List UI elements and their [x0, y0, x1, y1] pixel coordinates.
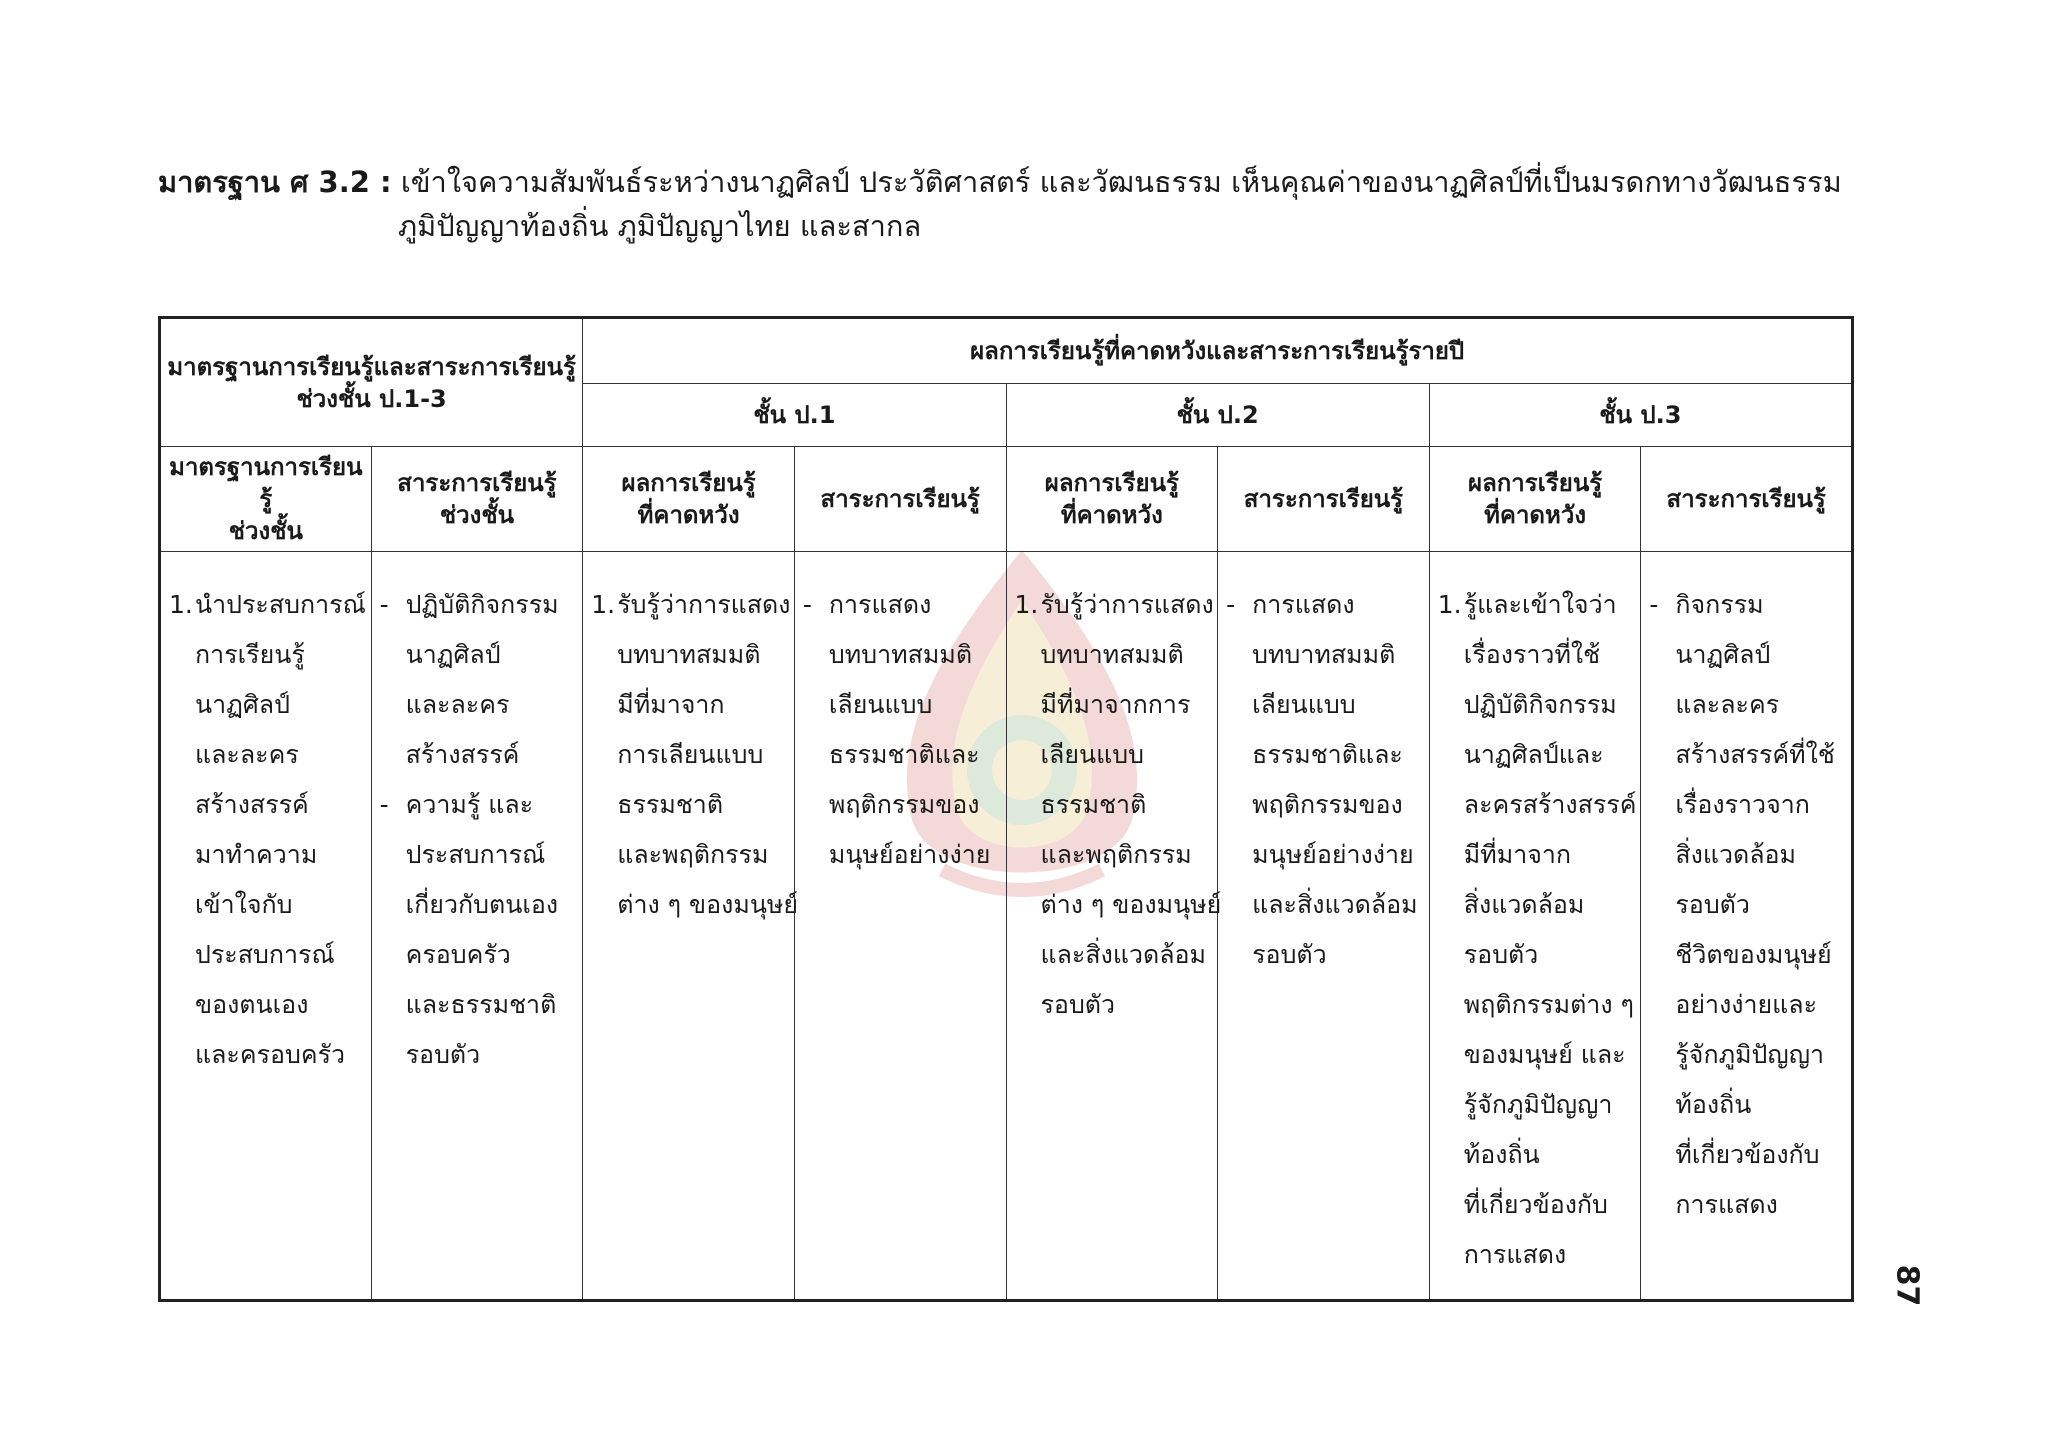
subheader-range-content: สาระการเรียนรู้ ช่วงชั้น [371, 447, 583, 552]
curriculum-table [158, 316, 1854, 1302]
cell-p2-content: - การแสดง บทบาทสมมติ เลียนแบบ ธรรมชาติและ พฤติกรรมของ มนุษย์อย่างง่าย และสิ่งแวดล้อม รอบตัว [1218, 552, 1430, 1301]
range-header: มาตรฐานการเรียนรู้และสาระการเรียนรู้ ช่วงชั้น ป.1-3 [160, 318, 583, 447]
subheader-p1-content: สาระการเรียนรู้ [794, 447, 1006, 552]
cell-range-standard: 1. นำประสบการณ์ การเรียนรู้ นาฏศิลป์ และละคร สร้างสรรค์ มาทำความ เข้าใจกับ ประสบการณ์ ของตนเอง และครอบครัว [160, 552, 372, 1301]
subheader-range-standard: มาตรฐานการเรียนรู้ ช่วงชั้น [160, 447, 372, 552]
standard-text-line2: ภูมิปัญญาท้องถิ่น ภูมิปัญญาไทย และสากล [398, 209, 922, 243]
subheader-p3-expected: ผลการเรียนรู้ ที่คาดหวัง [1429, 447, 1641, 552]
subheader-p2-expected: ผลการเรียนรู้ ที่คาดหวัง [1006, 447, 1218, 552]
cell-p1-expected: 1. รับรู้ว่าการแสดง บทบาทสมมติ มีที่มาจาก การเลียนแบบ ธรรมชาติ และพฤติกรรม ต่าง ๆ ของมนุษย์ [583, 552, 795, 1301]
page-number: 87 [1889, 1264, 1925, 1307]
cell-p3-expected: 1. รู้และเข้าใจว่า เรื่องราวที่ใช้ ปฏิบัติกิจกรรม นาฏศิลป์และ ละครสร้างสรรค์ มีที่มาจาก สิ่งแวดล้อม รอบตัว พฤติกรรมต่าง ๆ ของมนุษย์ และ รู้จักภูมิปัญญา ท้องถิ่น ที่เกี่ยวข้องกับ การแสดง [1429, 552, 1641, 1301]
cell-p2-expected: 1. รับรู้ว่าการแสดง บทบาทสมมติ มีที่มาจากการ เลียนแบบ ธรรมชาติ และพฤติกรรม ต่าง ๆ ของมนุษย์ และสิ่งแวดล้อม รอบตัว [1006, 552, 1218, 1301]
standard-text-line1: เข้าใจความสัมพันธ์ระหว่างนาฏศิลป์ ประวัติศาสตร์ และวัฒนธรรม เห็นคุณค่าของนาฏศิลป์ที่เป็นมรดกทางวัฒนธรรม [400, 165, 1842, 199]
grade-header-p2: ชั้น ป.2 [1006, 384, 1429, 447]
standard-heading [158, 160, 1878, 248]
subheader-p1-expected: ผลการเรียนรู้ ที่คาดหวัง [583, 447, 795, 552]
annual-header: ผลการเรียนรู้ที่คาดหวังและสาระการเรียนรู้รายปี [583, 318, 1853, 384]
cell-p3-content: - กิจกรรม นาฏศิลป์ และละคร สร้างสรรค์ที่ใช้ เรื่องราวจาก สิ่งแวดล้อม รอบตัว ชีวิตของมนุษย์ อย่างง่ายและ รู้จักภูมิปัญญา ท้องถิ่น ที่เกี่ยวข้องกับ การแสดง [1641, 552, 1853, 1301]
standard-label: มาตรฐาน ศ 3.2 : [158, 165, 392, 199]
cell-p1-content: - การแสดง บทบาทสมมติ เลียนแบบ ธรรมชาติและ พฤติกรรมของ มนุษย์อย่างง่าย [794, 552, 1006, 1301]
cell-range-content: - ปฏิบัติกิจกรรม นาฏศิลป์ และละคร สร้างสรรค์ - ความรู้ และ ประสบการณ์ เกี่ยวกับตนเอง ครอบครัว และธรรมชาติ รอบตัว [371, 552, 583, 1301]
subheader-p2-content: สาระการเรียนรู้ [1218, 447, 1430, 552]
grade-header-p1: ชั้น ป.1 [583, 384, 1006, 447]
grade-header-p3: ชั้น ป.3 [1429, 384, 1852, 447]
subheader-p3-content: สาระการเรียนรู้ [1641, 447, 1853, 552]
